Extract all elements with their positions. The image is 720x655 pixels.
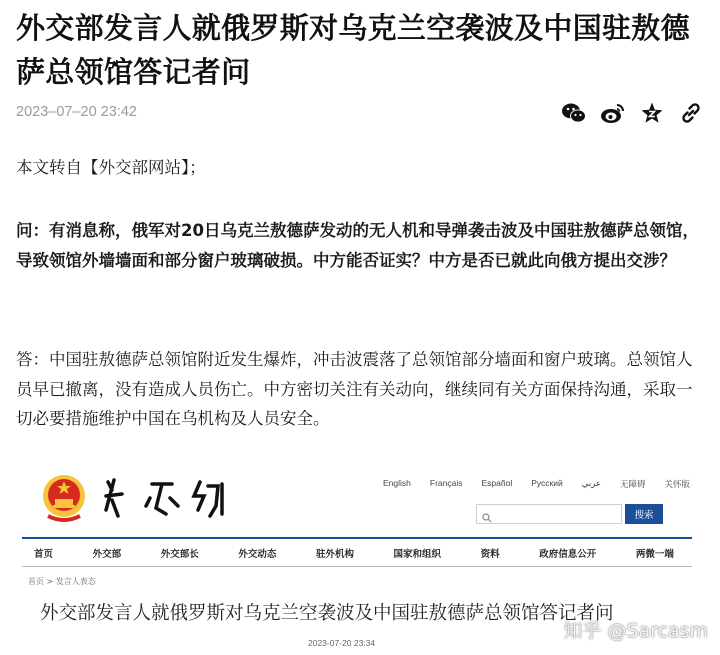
search-box xyxy=(476,504,622,524)
article-paragraph-question: 问：有消息称，俄军对20日乌克兰敖德萨发动的无人机和导弹袭击波及中国驻敖德萨总领馆，导致领馆外墙墙面和部分窗户玻璃破损。中方能否证实？中方是否已就此向俄方提出交涉？ xyxy=(16,221,699,270)
breadcrumb[interactable]: 首页 > 发言人表态 xyxy=(28,577,96,586)
zhihu-watermark: 知乎 @Sarcasm xyxy=(563,620,708,642)
nav-item-resources[interactable]: 资料 xyxy=(480,549,500,560)
lang-russian-link[interactable]: Русский xyxy=(531,478,563,488)
lang-spanish-link[interactable]: Español xyxy=(481,478,513,488)
nav-bottom-divider xyxy=(22,566,692,567)
lang-arabic-link[interactable]: عربي xyxy=(581,478,601,488)
mfa-logo xyxy=(100,476,240,520)
nav-item-gov-info[interactable]: 政府信息公开 xyxy=(539,549,597,560)
lang-french-link[interactable]: Français xyxy=(429,478,463,488)
article-title: 外交部发言人就俄罗斯对乌克兰空袭波及中国驻敖德萨总领馆答记者问 xyxy=(16,11,690,89)
search-icon xyxy=(482,508,492,527)
share-bar xyxy=(561,100,704,126)
nav-item-ministry[interactable]: 外交部 xyxy=(92,549,122,560)
nav-item-social[interactable]: 两微一端 xyxy=(635,549,674,560)
article-paragraph-answer: 答：中国驻敖德萨总领馆附近发生爆炸，冲击波震落了总领馆部分墙面和窗户玻璃。总领馆人员早已撤离，没有造成人员伤亡。中方密切关注有关动向，继续同有关方面保持沟通，采取一切必要措施维护中国在乌机构及人员安全。 xyxy=(16,350,693,428)
lang-english-link[interactable]: English xyxy=(383,478,411,488)
weibo-icon[interactable] xyxy=(600,100,626,126)
favorite-icon[interactable] xyxy=(639,100,665,126)
article-paragraph-source: 本文转自【外交部网站】； xyxy=(16,158,206,177)
nav-item-activities[interactable]: 外交动态 xyxy=(238,549,277,560)
wechat-icon[interactable] xyxy=(561,100,587,126)
nav-item-missions[interactable]: 驻外机构 xyxy=(315,549,354,560)
accessibility-link[interactable]: 无障碍 xyxy=(619,479,646,489)
national-emblem-icon xyxy=(40,472,88,528)
nav-item-minister[interactable]: 外交部长 xyxy=(160,549,199,560)
nav-item-countries[interactable]: 国家和组织 xyxy=(393,549,442,560)
embedded-article-title: 外交部发言人就俄罗斯对乌克兰空袭波及中国驻敖德萨总领馆答记者问 xyxy=(40,603,614,624)
main-nav xyxy=(34,546,674,560)
search-button[interactable]: 搜索 xyxy=(625,504,663,524)
embedded-article-date: 2023-07-20 23:34 xyxy=(308,638,376,648)
nav-top-divider xyxy=(22,537,692,539)
article-date: 2023–07–20 23:42 xyxy=(16,104,137,120)
care-mode-link[interactable]: 关怀版 xyxy=(664,479,690,489)
search-input[interactable] xyxy=(495,506,615,521)
link-icon[interactable] xyxy=(678,100,704,126)
nav-item-home[interactable]: 首页 xyxy=(34,549,54,560)
